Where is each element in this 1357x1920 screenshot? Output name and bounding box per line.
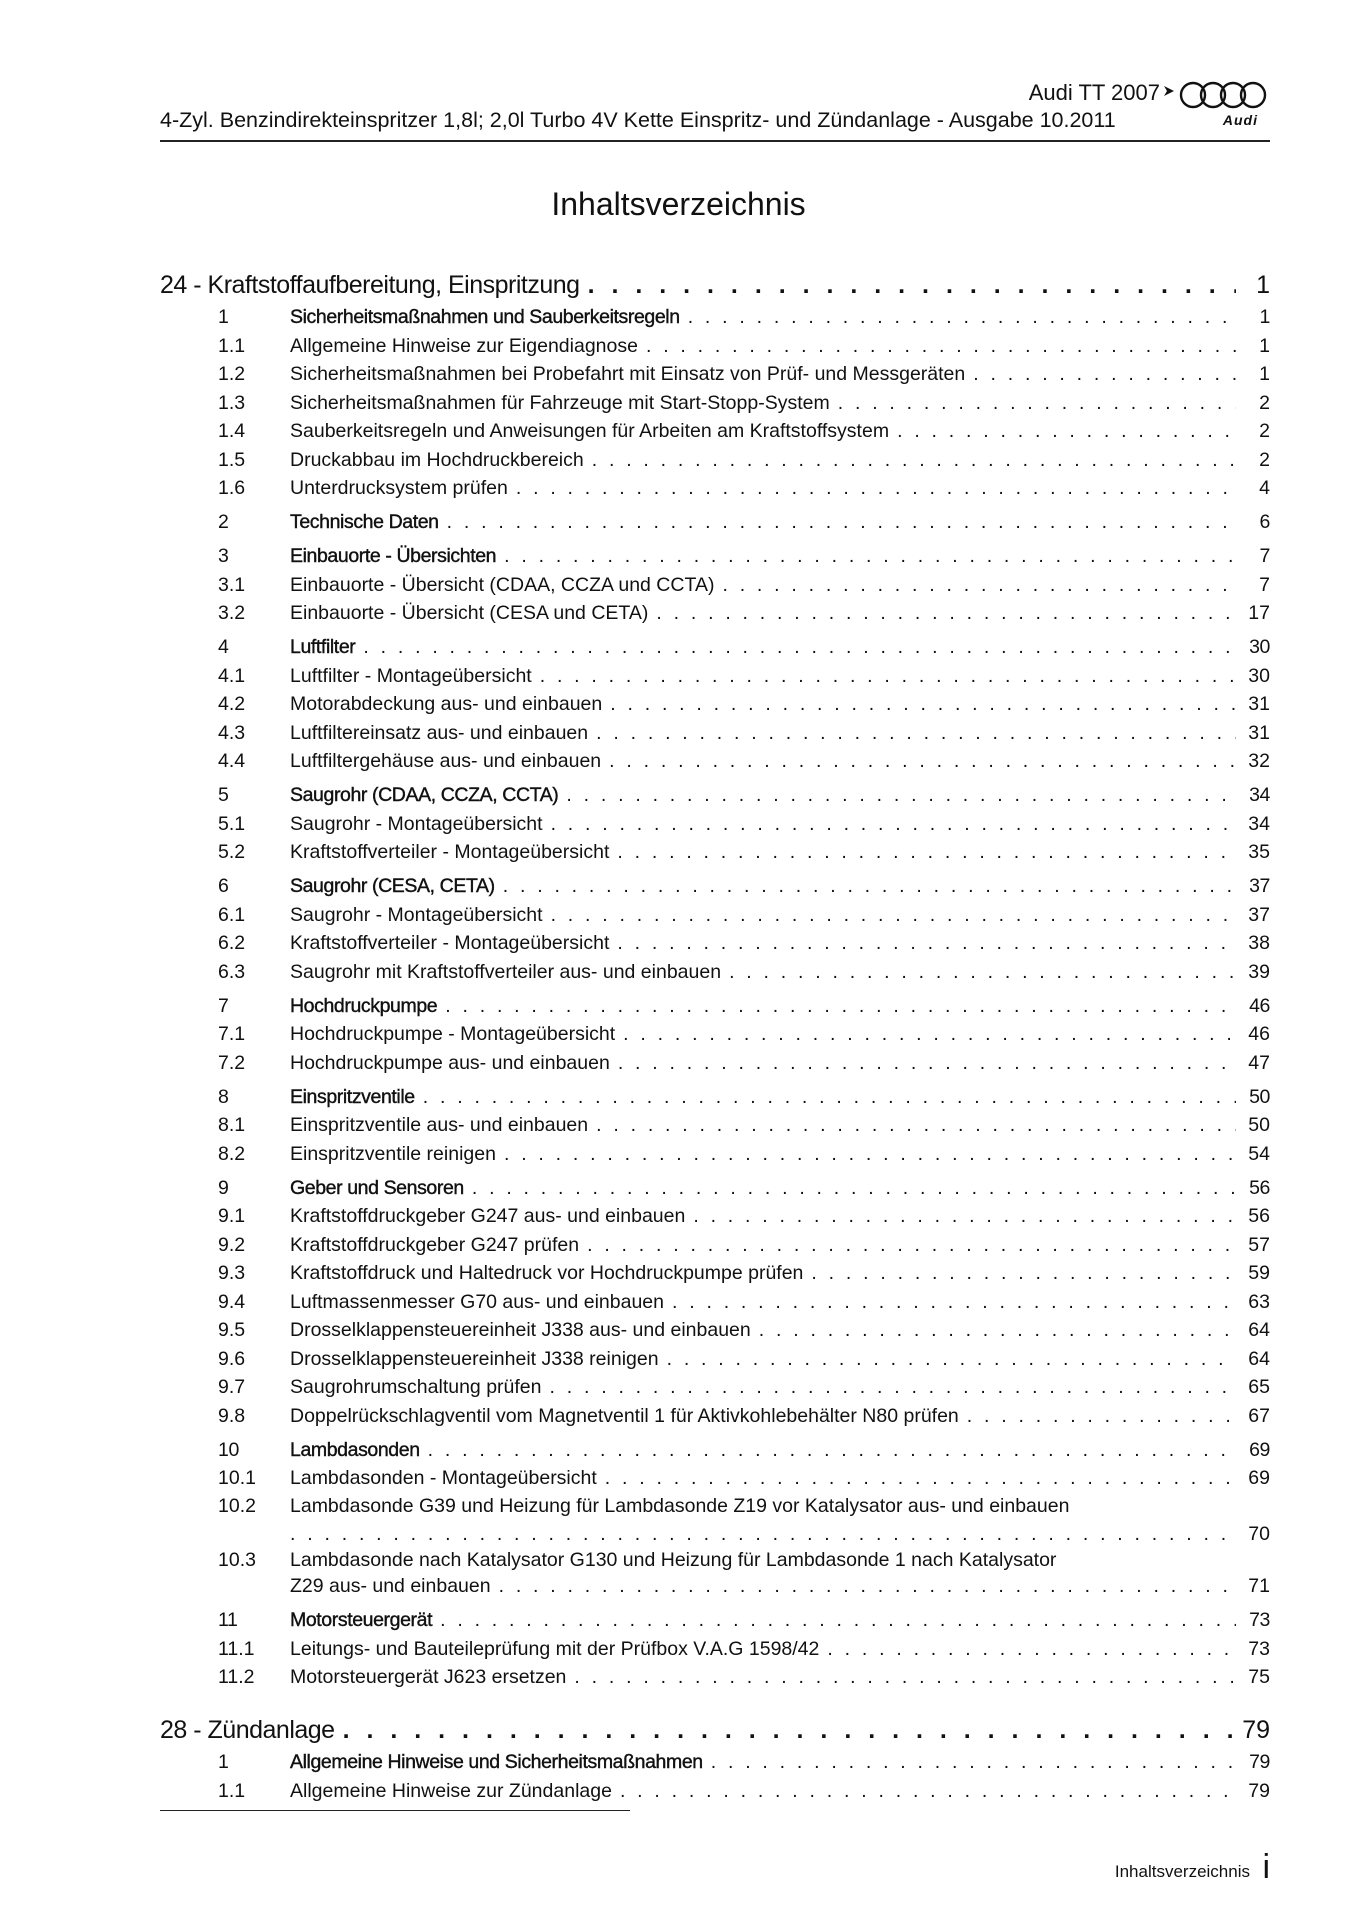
toc-number: 8.2: [218, 1142, 246, 1165]
toc-page-number: 1: [1259, 306, 1270, 328]
footer-label: Inhaltsverzeichnis: [1114, 1862, 1250, 1881]
toc-leader-dots: [967, 1405, 1236, 1428]
toc-title: Allgemeine Hinweise zur Eigendiagnose: [290, 334, 638, 357]
toc-number: 6: [218, 875, 229, 897]
toc-page-number: 57: [1248, 1233, 1270, 1256]
toc-title: Doppelrückschlagventil vom Magnetventil 1 für Aktivkohlebehälter N80 prüfen: [290, 1404, 959, 1427]
toc-number: 4.3: [218, 721, 246, 744]
toc-leader-dots: [617, 841, 1236, 864]
toc-leader-dots: [499, 1575, 1236, 1598]
toc-leader-dots: [566, 784, 1236, 807]
toc-page-number: 1: [1256, 271, 1270, 299]
page-title: Inhaltsverzeichnis: [551, 186, 806, 222]
toc-title: Geber und Sensoren: [290, 1176, 464, 1199]
toc-leader-dots: [609, 750, 1236, 773]
toc-subsection-8-2[interactable]: [160, 1137, 1270, 1166]
toc-page-number: 1: [1259, 363, 1270, 385]
toc-leader-dots: [811, 1262, 1236, 1285]
toc-number: 8.1: [218, 1114, 246, 1136]
toc-subsection-4-1[interactable]: [160, 659, 1270, 688]
toc-number: 7.2: [218, 1051, 246, 1074]
toc-title: Technische Daten: [290, 511, 439, 533]
toc-leader-dots: [667, 1348, 1236, 1371]
toc-chapter-24[interactable]: [160, 258, 1270, 300]
toc-title: Kraftstoffdruck und Haltedruck vor Hochdruckpumpe prüfen: [290, 1262, 804, 1284]
toc-number: 1.6: [218, 477, 246, 499]
toc-number: 6.3: [218, 960, 246, 983]
toc-leader-dots: [440, 1609, 1236, 1632]
toc-title: Drosselklappensteuereinheit J338 reinigen: [290, 1347, 659, 1370]
toc-title: Allgemeine Hinweise und Sicherheitsmaßnahmen: [290, 1751, 703, 1773]
toc-page-number: 30: [1249, 636, 1270, 658]
toc-entry-line: [160, 1546, 1270, 1572]
toc-title: Sicherheitsmaßnahmen für Fahrzeuge mit Start-Stopp-System: [290, 391, 830, 414]
toc-leader-dots: [423, 1086, 1236, 1109]
toc-leader-dots: [596, 1114, 1236, 1137]
toc-title: Kraftstoffverteiler - Montageübersicht: [290, 841, 610, 863]
toc-leader-dots: [596, 722, 1236, 745]
toc-section-3[interactable]: [160, 539, 1270, 568]
toc-title: Saugrohr (CDAA, CCZA, CCTA): [290, 784, 559, 806]
toc-leader-dots: [623, 1023, 1236, 1046]
toc-section-2[interactable]: [160, 505, 1270, 534]
toc-page-number: 69: [1248, 1467, 1270, 1489]
toc-title: Einspritzventile reinigen: [290, 1142, 496, 1165]
toc-title: Luftfiltereinsatz aus- und einbauen: [290, 721, 589, 744]
header-divider: [160, 140, 1270, 142]
toc-page-number: 79: [1248, 1779, 1270, 1802]
toc-leader-dots: [827, 1638, 1236, 1661]
toc-leader-dots: [672, 1291, 1236, 1314]
toc-leader-dots: [343, 1716, 1236, 1745]
toc-title: Sicherheitsmaßnahmen und Sauberkeitsregeln: [290, 306, 680, 328]
toc-title-continued: Z29 aus- und einbauen: [290, 1575, 491, 1597]
toc-title: Hochdruckpumpe aus- und einbauen: [290, 1051, 610, 1074]
toc-subsection-4-2[interactable]: [160, 688, 1270, 717]
toc-entry-line: [160, 1518, 1270, 1546]
toc-number: 1.4: [218, 420, 246, 442]
toc-title: Lambdasonde G39 und Heizung für Lambdasonde Z19 vor Katalysator aus- und einbauen: [290, 1495, 1070, 1517]
toc-page-number: 75: [1248, 1666, 1270, 1688]
toc-number: 9.4: [218, 1290, 246, 1313]
toc-subsection-9-6[interactable]: [160, 1342, 1270, 1371]
toc-page-number: 79: [1249, 1751, 1270, 1773]
toc-page-number: 32: [1248, 750, 1270, 772]
toc-leader-dots: [551, 813, 1236, 836]
toc-title: Luftfiltergehäuse aus- und einbauen: [290, 750, 602, 772]
toc-leader-dots: [551, 904, 1236, 927]
toc-title: Kraftstoffverteiler - Montageübersicht: [290, 932, 610, 954]
toc-page-number: 37: [1249, 875, 1270, 897]
toc-leader-dots: [363, 636, 1236, 659]
toc-subsection-28-1-1[interactable]: [160, 1774, 1270, 1803]
toc-subsection-1-6[interactable]: [160, 472, 1270, 501]
toc-subsection-4-4[interactable]: [160, 745, 1270, 774]
toc-number: 9: [218, 1176, 229, 1199]
toc-subsection-4-3[interactable]: [160, 716, 1270, 745]
toc-subsection-10-1[interactable]: [160, 1462, 1270, 1491]
toc-subsection-1-4[interactable]: [160, 415, 1270, 444]
toc-title: Lambdasonde nach Katalysator G130 und Heizung für Lambdasonde 1 nach Katalysator: [290, 1549, 1057, 1571]
toc-subsection-10-2[interactable]: [160, 1490, 1270, 1546]
toc-number: 1.1: [218, 334, 246, 357]
toc-leader-dots: [605, 1467, 1236, 1490]
toc-number: 1.2: [218, 363, 246, 385]
toc-number: 9.8: [218, 1404, 246, 1427]
toc-page-number: 37: [1248, 903, 1270, 926]
toc-leader-dots: [503, 875, 1236, 898]
toc-number: 3.2: [218, 602, 246, 624]
toc-title: Hochdruckpumpe - Montageübersicht: [290, 1023, 616, 1045]
toc-title: Saugrohr - Montageübersicht: [290, 812, 543, 835]
toc-leader-dots: [656, 602, 1236, 625]
toc-page-number: 67: [1248, 1404, 1270, 1427]
toc-number: 11.1: [218, 1637, 255, 1660]
toc-subsection-7-1[interactable]: [160, 1018, 1270, 1047]
audi-rings-logo: [1178, 80, 1270, 110]
toc-page-number: 73: [1249, 1609, 1270, 1631]
toc-title: Luftmassenmesser G70 aus- und einbauen: [290, 1290, 664, 1313]
toc-number: 9.2: [218, 1233, 246, 1256]
toc-page-number: 34: [1248, 812, 1270, 835]
toc-page-number: 73: [1248, 1637, 1270, 1660]
toc-subsection-9-2[interactable]: [160, 1228, 1270, 1257]
toc-number: 9.3: [218, 1262, 246, 1284]
arrow-right-icon: [1164, 86, 1174, 96]
toc-page-number: 56: [1249, 1176, 1270, 1199]
toc-number: 8: [218, 1085, 229, 1108]
toc-title: Saugrohrumschaltung prüfen: [290, 1376, 542, 1398]
toc-leader-dots: [504, 1143, 1236, 1166]
toc-page-number: 63: [1248, 1290, 1270, 1313]
toc-page-number: 56: [1248, 1205, 1270, 1227]
toc-entry-line: [160, 1572, 1270, 1598]
toc-number: 11.2: [218, 1666, 255, 1688]
toc-title: Sauberkeitsregeln und Anweisungen für Arbeiten am Kraftstoffsystem: [290, 420, 890, 442]
toc-page-number: 50: [1249, 1085, 1270, 1108]
toc-subsection-11-1[interactable]: [160, 1632, 1270, 1661]
toc-section-1[interactable]: [160, 300, 1270, 329]
toc-number: 7.1: [218, 1023, 246, 1045]
toc-number: 6.1: [218, 903, 246, 926]
toc-number: 1.1: [218, 1779, 246, 1802]
toc-subsection-1-2[interactable]: [160, 358, 1270, 387]
toc-subsection-7-2[interactable]: [160, 1046, 1270, 1075]
toc-number: 9.7: [218, 1376, 246, 1398]
toc-page-number: 17: [1248, 602, 1270, 624]
toc-title: Unterdrucksystem prüfen: [290, 477, 508, 499]
toc-number: 1: [218, 306, 229, 328]
toc-subsection-9-8[interactable]: [160, 1399, 1270, 1428]
header-model: Audi TT 2007: [1028, 80, 1160, 105]
toc-title: Einbauorte - Übersicht (CDAA, CCZA und CCTA): [290, 573, 715, 596]
toc-page-number: 64: [1248, 1347, 1270, 1370]
toc-page-number: 7: [1259, 573, 1270, 596]
toc-subsection-10-3[interactable]: [160, 1546, 1270, 1598]
toc-leader-dots: [838, 392, 1236, 415]
toc-subsection-9-4[interactable]: [160, 1285, 1270, 1314]
toc-number: 10.3: [218, 1549, 256, 1571]
toc-page-number: 46: [1249, 994, 1270, 1017]
toc-subsection-1-3[interactable]: [160, 386, 1270, 415]
toc-title: Leitungs- und Bauteileprüfung mit der Prüfbox V.A.G 1598/42: [290, 1637, 820, 1660]
toc-page-number: 47: [1248, 1051, 1270, 1074]
toc-leader-dots: [472, 1177, 1236, 1200]
toc-page-number: 70: [1248, 1523, 1270, 1545]
toc-page-number: 4: [1259, 477, 1270, 499]
table-of-contents: [160, 258, 1270, 1803]
toc-page-number: 7: [1259, 545, 1270, 567]
toc-subsection-9-1[interactable]: [160, 1200, 1270, 1229]
toc-title: Motorabdeckung aus- und einbauen: [290, 693, 603, 715]
toc-page-number: 31: [1248, 721, 1270, 744]
toc-page-number: 31: [1248, 693, 1270, 715]
toc-title: Druckabbau im Hochdruckbereich: [290, 448, 584, 471]
toc-title: Sicherheitsmaßnahmen bei Probefahrt mit Einsatz von Prüf- und Messgeräten: [290, 363, 966, 385]
toc-title: 28 - Zündanlage: [160, 1716, 335, 1744]
toc-number: 4.4: [218, 750, 246, 772]
toc-section-8[interactable]: [160, 1080, 1270, 1109]
toc-subsection-6-2[interactable]: [160, 927, 1270, 956]
toc-number: 5.2: [218, 841, 246, 863]
toc-page-number: 69: [1249, 1438, 1270, 1461]
toc-number: 10: [218, 1438, 239, 1461]
toc-number: 3: [218, 545, 229, 567]
toc-page-number: 79: [1242, 1716, 1270, 1744]
toc-title: Hochdruckpumpe: [290, 994, 438, 1017]
toc-title: Motorsteuergerät: [290, 1609, 433, 1631]
toc-subsection-3-1[interactable]: [160, 568, 1270, 597]
toc-leader-dots: [550, 1376, 1237, 1399]
toc-number: 7: [218, 994, 229, 1017]
toc-title: Allgemeine Hinweise zur Zündanlage: [290, 1779, 612, 1802]
toc-leader-dots: [711, 1751, 1236, 1774]
toc-section-11[interactable]: [160, 1603, 1270, 1632]
toc-number: 6.2: [218, 932, 246, 954]
toc-number: 1.3: [218, 391, 246, 414]
page-header: [160, 80, 1270, 138]
toc-leader-dots: [504, 545, 1236, 568]
toc-subsection-1-5[interactable]: [160, 443, 1270, 472]
toc-section-5[interactable]: [160, 778, 1270, 807]
toc-section-4[interactable]: [160, 630, 1270, 659]
toc-number: 1.5: [218, 448, 246, 471]
toc-leader-dots: [445, 995, 1236, 1018]
toc-leader-dots: [540, 665, 1236, 688]
toc-title: Einspritzventile: [290, 1085, 415, 1108]
toc-title: Kraftstoffdruckgeber G247 prüfen: [290, 1233, 580, 1256]
toc-number: 5.1: [218, 812, 246, 835]
toc-number: 9.1: [218, 1205, 246, 1227]
toc-leader-dots: [722, 574, 1236, 597]
toc-subsection-3-2[interactable]: [160, 597, 1270, 626]
toc-title: Lambdasonden - Montageübersicht: [290, 1467, 597, 1489]
toc-number: 9.5: [218, 1319, 246, 1341]
toc-subsection-11-2[interactable]: [160, 1661, 1270, 1690]
toc-number: 10.1: [218, 1467, 256, 1489]
toc-page-number: 54: [1248, 1142, 1270, 1165]
toc-page-number: 71: [1248, 1575, 1270, 1597]
toc-leader-dots: [646, 335, 1236, 358]
toc-leader-dots: [617, 932, 1236, 955]
toc-subsection-9-7[interactable]: [160, 1371, 1270, 1400]
toc-title: Kraftstoffdruckgeber G247 aus- und einbauen: [290, 1205, 686, 1227]
toc-leader-dots: [592, 449, 1236, 472]
toc-page-number: 1: [1259, 334, 1270, 357]
toc-title: Einspritzventile aus- und einbauen: [290, 1114, 589, 1136]
toc-chapter-28[interactable]: [160, 1703, 1270, 1745]
toc-subsection-9-5[interactable]: [160, 1314, 1270, 1343]
toc-subsection-9-3[interactable]: [160, 1257, 1270, 1286]
toc-number: 4.2: [218, 693, 246, 715]
toc-page-number: 34: [1249, 784, 1270, 806]
toc-section-10[interactable]: [160, 1433, 1270, 1462]
toc-page-number: 6: [1259, 511, 1270, 533]
toc-page-number: 59: [1248, 1262, 1270, 1284]
toc-title: 24 - Kraftstoffaufbereitung, Einspritzung: [160, 271, 580, 299]
toc-leader-dots: [516, 477, 1236, 500]
toc-page-number: 35: [1248, 841, 1270, 863]
toc-subsection-6-3[interactable]: [160, 955, 1270, 984]
toc-entry-line: [160, 1490, 1270, 1518]
toc-page-number: 39: [1248, 960, 1270, 983]
toc-page-number: 46: [1248, 1023, 1270, 1045]
toc-leader-dots: [759, 1319, 1236, 1342]
toc-subsection-5-1[interactable]: [160, 807, 1270, 836]
toc-number: 1: [218, 1751, 229, 1773]
toc-leader-dots: [428, 1439, 1236, 1462]
toc-title: Saugrohr (CESA, CETA): [290, 875, 495, 897]
toc-title: Luftfilter - Montageübersicht: [290, 664, 532, 687]
audi-wordmark: Audi: [1222, 112, 1258, 128]
toc-leader-dots: [447, 511, 1236, 534]
toc-title: Einbauorte - Übersichten: [290, 545, 497, 567]
toc-title: Saugrohr - Montageübersicht: [290, 903, 543, 926]
toc-page-number: 50: [1248, 1114, 1270, 1136]
toc-page-number: 2: [1259, 448, 1270, 471]
toc-title: Saugrohr mit Kraftstoffverteiler aus- und einbauen: [290, 960, 722, 983]
toc-page-number: 30: [1248, 664, 1270, 687]
toc-page-number: 2: [1259, 420, 1270, 442]
toc-leader-dots: [620, 1780, 1236, 1803]
toc-leader-dots: [574, 1666, 1236, 1689]
toc-section-28-1[interactable]: [160, 1745, 1270, 1774]
toc-number: 10.2: [218, 1495, 256, 1517]
toc-subsection-8-1[interactable]: [160, 1109, 1270, 1138]
toc-leader-dots: [618, 1052, 1236, 1075]
toc-subsection-6-1[interactable]: [160, 898, 1270, 927]
toc-title: Lambdasonden: [290, 1438, 420, 1461]
toc-leader-dots: [897, 420, 1236, 443]
toc-leader-dots: [729, 961, 1236, 984]
toc-page-number: 2: [1259, 391, 1270, 414]
toc-number: 5: [218, 784, 229, 806]
toc-number: 3.1: [218, 573, 246, 596]
toc-subsection-1-1[interactable]: [160, 329, 1270, 358]
toc-title: Motorsteuergerät J623 ersetzen: [290, 1666, 567, 1688]
toc-leader-dots: [588, 271, 1236, 300]
toc-section-9[interactable]: [160, 1171, 1270, 1200]
toc-leader-dots: [290, 1523, 1236, 1546]
toc-section-6[interactable]: [160, 869, 1270, 898]
toc-leader-dots: [973, 363, 1236, 386]
toc-title: Luftfilter: [290, 636, 356, 658]
footer-page-number: i: [1262, 1848, 1270, 1886]
toc-section-7[interactable]: [160, 989, 1270, 1018]
toc-number: 11: [218, 1609, 238, 1631]
toc-number: 4: [218, 636, 229, 658]
header-title: 4-Zyl. Benzindirekteinspritzer 1,8l; 2,0l Turbo 4V Kette Einspritz- und Zündanlage - Ausgabe 10.2011: [160, 108, 1116, 132]
footer-divider: [160, 1810, 630, 1811]
toc-page-number: 38: [1248, 932, 1270, 954]
toc-leader-dots: [693, 1205, 1236, 1228]
toc-number: 9.6: [218, 1347, 246, 1370]
toc-page-number: 64: [1248, 1319, 1270, 1341]
toc-leader-dots: [688, 306, 1236, 329]
toc-title: Einbauorte - Übersicht (CESA und CETA): [290, 602, 649, 624]
toc-title: Drosselklappensteuereinheit J338 aus- und einbauen: [290, 1319, 751, 1341]
toc-subsection-5-2[interactable]: [160, 836, 1270, 865]
toc-leader-dots: [587, 1234, 1236, 1257]
toc-number: 2: [218, 511, 229, 533]
toc-leader-dots: [610, 693, 1236, 716]
toc-page-number: 65: [1248, 1376, 1270, 1398]
toc-number: 4.1: [218, 664, 246, 687]
